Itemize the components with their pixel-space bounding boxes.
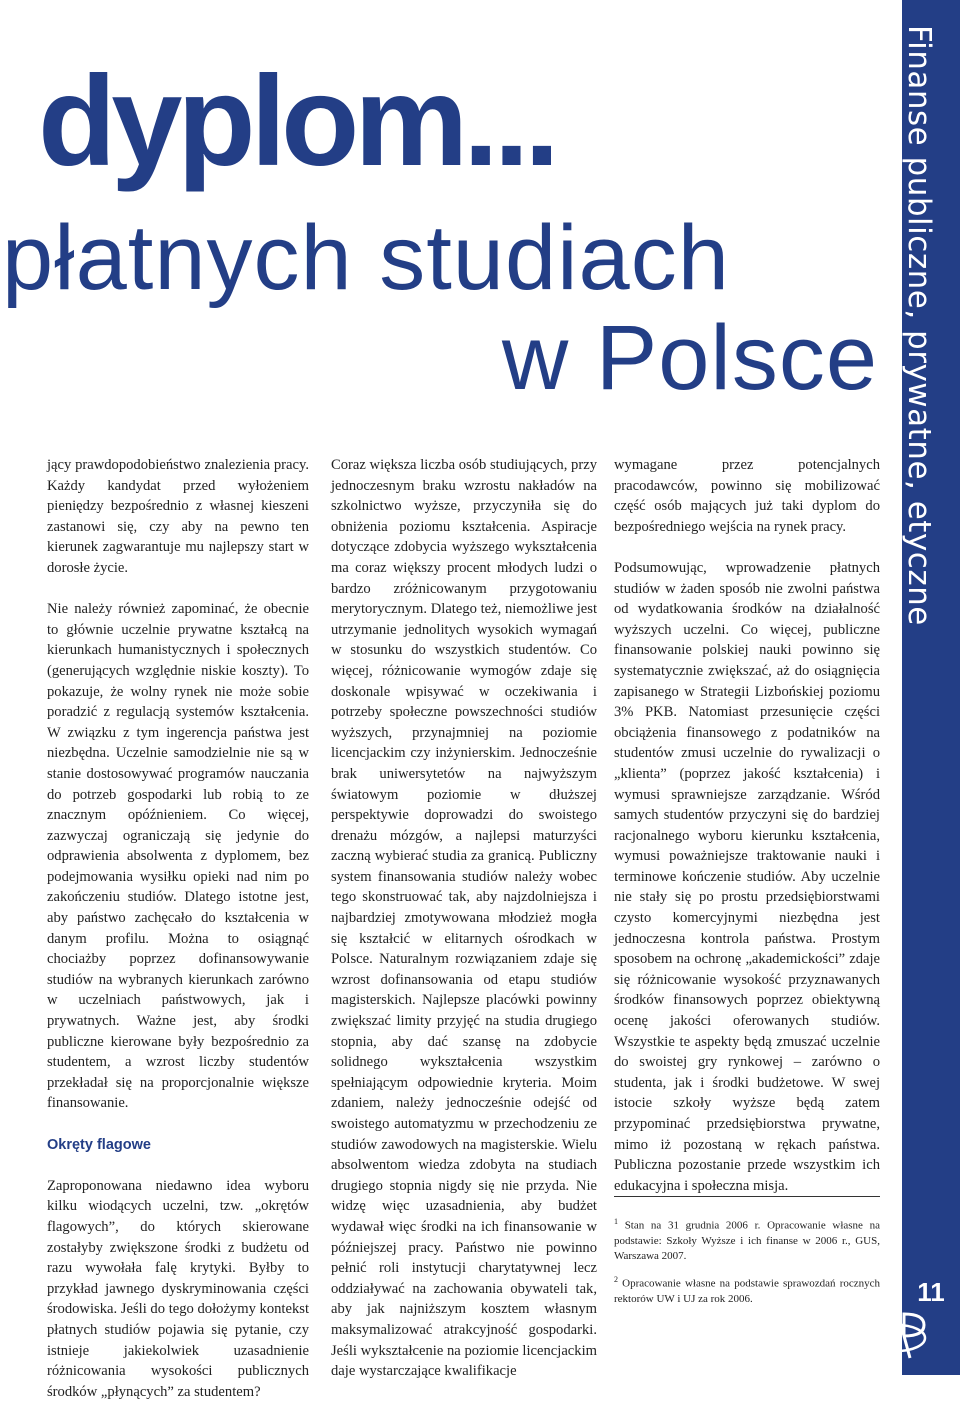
- section-title: Finanse publiczne, prywatne, etyczne: [901, 25, 937, 626]
- title-line-3: w Polsce: [501, 307, 878, 409]
- paragraph: Coraz większa liczba osób studiujących, przy jednoczesnym braku wzrostu nakładów na szkolnictwo wyższe, przyczyniła się do obniżenia poziomu kształcenia. Aspiracje dotyczące zdobycia wyższego wykształcenia ma coraz większy procent młodych ludzi o bardzo zróżnicowanym przygotowaniu merytorycznym. Dlatego też, niemożliwe jest utrzymanie jednolitych wysokich wymagań w stosunku do wszystkich studentów. Co więcej, różnicowanie wymogów zdaje się doskonale wpisywać w oczekiwania i potrzeby społeczne powszechności studiów wyższych, przynajmniej na poziomie licencjackim czy inżynierskim. Jednocześnie brak uniwersytetów na najwyższym światowym poziomie w dłuższej perspektywie doprowadzi do swoistego drenażu mózgów, a najlepsi maturzyści zaczną wybierać studia za granicą. Publiczny system finansowania studiów należy wobec tego skonstruować tak, aby najzdolniejsza i najbardziej zmotywowana młodzież mogła się kształcić w elitarnych ośrodkach w Polsce. Naturalnym rozwiązaniem zdaje się wzrost dofinansowania od etapu studiów magisterskich. Najlepsze placówki powinny zwiększać limity przyjęć na studia drugiego stopnia, aby dać szansę na zdobycie solidnego wykształcenia wszystkim spełniającym odpowiednie kryteria. Moim zdaniem, należy jednocześnie odejść od swoistego automatyzmu w przechodzeniu ze studiów zawodowych na magisterskie. Wielu absolwentom wiedza zdobyta na studiach drugiego stopnia nigdy się nie przyda. Nie widzę więc uzasadnienia, aby budżet wydawał więc środki na ich finansowanie w późniejszej pracy. Państwo nie powinno pełnić roli instytucji charytatywnej lecz oddziaływać na zachowania obywateli tak, aby jak najniższym kosztem własnym maksymalizować atrakcyjność gospodarki. Jeśli wykształcenie na poziomie licencjackim daje wystarczające kwalifikacje: [331, 457, 597, 1380]
- paragraph: Nie należy również zapominać, że obecnie to głównie uczelnie prywatne kształcą na kierunkach humanistycznych i społecznych (generujących względnie niskie koszty). To pokazuje, że wolny rynek nie może sobie poradzić z regulacją systemów kształcenia. W związku z tym ingerencja państwa jest niezbędna. Uczelnie samodzielnie nie są w stanie dostosowywać programów nauczania do potrzeb gospodarki lub robią to ze znacznym opóźnieniem. Co więcej, zazwyczaj ograniczają się jedynie do odprawienia absolwenta z dyplomem, bez podejmowania wysiłku opieki nad nim po zakończeniu studiów. Dlatego istotne jest, aby państwo zachęcało do kształcenia w danym profilu. Można to osiągnąć chociażby poprzez dofinansowywanie studiów na wybranych kierunkach zarówno w uczelniach państwowych, jak i prywatnych. Ważne jest, aby środki publiczne kierowane były bezpośrednio za studentem, a wzrost liczby studentów przekładał się na proporcjonalnie większe finansowanie.: [47, 601, 309, 1112]
- article-column-1: [47, 455, 309, 1423]
- paragraph: Podsumowując, wprowadzenie płatnych studiów w żaden sposób nie zwolni państwa od wydatkowania środków na działalność wyższych uczelni. Co więcej, publiczne finansowanie polskiej nauki powinno się systematycznie zwiększać, aż do osiągnięcia zapisanego w Strategii Lizbońskiej poziomu 3% PKB. Natomiast przesunięcie części obciążenia finansowego z podatników na studentów zmusi uczelnie do rywalizacji o „klienta” (poprzez jakość kształcenia) i wymusi sprawniejsze zarządzanie. Wśród samych studentów przyczyni się do bardziej racjonalnego wyboru kierunku kształcenia, wymusi poważniejsze traktowanie nauki i terminowe kończenie studiów. Aby uczelnie nie stały się po prostu przedsiębiorstwami czysto komercyjnymi niezbędna jest jednoczesna kontrola państwa. Prostym sposobem na ochronę „akademickości” zdaje się różnicowanie wysokość przyznawanych środków finansowych poprzez obiektywną ocenę jakości oferowanych studiów. Wszystkie te aspekty będą zmuszać uczelnie do swoistej gry rynkowej – zarówno o studenta, jak i środki budżetowe. W swej istocie szkoły wyższe będą zatem przypominać przedsiębiorstwa prywatne, mimo iż pozostaną w rękach państwa. Publiczna pozostanie przede wszystkim ich edukacyjna i społeczna misja.: [614, 559, 880, 1194]
- section-subheading: Okręty flagowe: [47, 1136, 151, 1153]
- footnote-2: [614, 1272, 880, 1307]
- article-column-2: [331, 455, 597, 1402]
- paragraph: Zaproponowana niedawno idea wyboru kilku wiodących uczelni, tzw. „okrętów flagowych”, do których skierowane zostałyby zwiększone środki z budżetu od razu wywołała falę krytyki. Byłby to przykład jawnego dyskryminowania części środowiska. Jeśli do tego dołożymy kontekst płatnych studiów pojawia się pytanie, czy istnieje jakiekolwiek uzasadnienie różnicowania wysokości publicznych środków „płynących” za studentem?: [47, 1177, 309, 1400]
- footnote-number: 1: [614, 1217, 618, 1226]
- footnote-text: Stan na 31 grudnia 2006 r. Opracowanie własne na podstawie: Szkoły Wyższe i ich finanse w 2006 r., GUS, Warszawa 2007.: [614, 1219, 881, 1262]
- paragraph: jący prawdopodobieństwo znalezienia pracy. Każdy kandydat przed wyłożeniem pieniędzy bezpośrednio z własnej kieszeni zastanowi się, czy aby na pewno ten kierunek zagwarantuje mu najlepszy start w dorosłe życie.: [47, 457, 309, 576]
- footnote-1: [614, 1214, 880, 1264]
- title-line-2: płatnych studiach: [2, 207, 730, 309]
- cap-logo-icon: [864, 1306, 934, 1364]
- title-line-1: dyplom...: [38, 50, 555, 193]
- page-number: 11: [917, 1277, 945, 1307]
- footnote-text: Opracowanie własne na podstawie sprawozdań rocznych rektorów UW i UJ za rok 2006.: [614, 1277, 881, 1305]
- footnote-number: 2: [614, 1275, 618, 1284]
- footnote-divider: [614, 1196, 880, 1197]
- article-column-3: [614, 455, 880, 1217]
- paragraph: wymagane przez potencjalnych pracodawców, powinno się mobilizować część osób mających już taki dyplom do bezpośredniego wejścia na rynek pracy.: [614, 457, 880, 535]
